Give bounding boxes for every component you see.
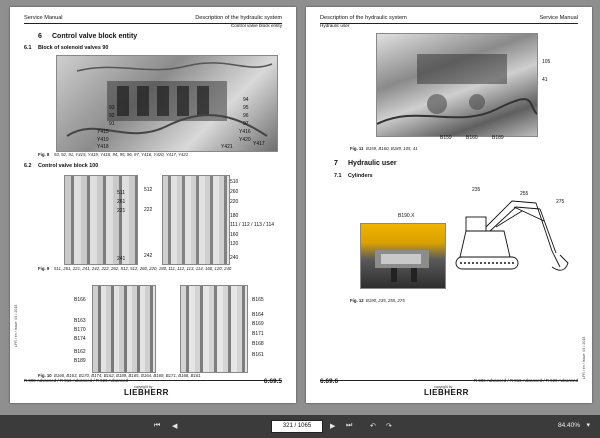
- header-sub: Control valve block entity: [230, 23, 282, 28]
- liebherr-logo: LIEBHERR: [424, 388, 469, 397]
- callout: B165: [252, 297, 264, 303]
- callout: 94: [243, 97, 249, 103]
- callout: Y421: [221, 144, 233, 150]
- callout: B169: [252, 321, 264, 327]
- callout: 111 / 112 / 113 / 114: [230, 222, 275, 228]
- first-page-icon[interactable]: ⏮: [154, 422, 161, 429]
- callout: B189: [492, 135, 504, 141]
- callout: 95: [243, 105, 249, 111]
- footer-models: R 906 Advanced / R 916 Advanced / R 926 Advanced: [474, 378, 578, 383]
- liebherr-logo: LIEBHERR: [124, 388, 169, 397]
- header-left: Service Manual: [24, 15, 63, 21]
- callout: Y417: [253, 141, 265, 147]
- solenoid-valve-photo: [56, 55, 278, 152]
- callout: 92: [109, 113, 115, 119]
- callout: B162: [74, 349, 86, 355]
- callout: B170: [74, 327, 86, 333]
- callout: 512: [144, 187, 153, 193]
- copyright: copyright by: [434, 385, 453, 389]
- callout: B168: [252, 341, 264, 347]
- callout: 260: [230, 189, 239, 195]
- callout: B174: [74, 336, 86, 342]
- footer-models: R 906 Advanced / R 916 Advanced / R 926 Advanced: [24, 378, 128, 383]
- callout: 221: [117, 208, 126, 214]
- subsection-heading: 7.1 Cylinders: [334, 173, 373, 179]
- zoom-dropdown-icon[interactable]: ▾: [586, 422, 590, 429]
- figure-caption: Fig. 12 B190, 235, 255, 275: [350, 298, 405, 303]
- callout: Y419: [97, 137, 109, 143]
- callout: 91: [109, 121, 115, 127]
- header-rule: [24, 23, 282, 24]
- callout: B159: [440, 135, 452, 141]
- callout: B161: [252, 352, 264, 358]
- copyright: copyright by: [134, 385, 153, 389]
- callout: B166: [74, 297, 86, 303]
- side-text: LFR / en / Issue: 03 / 2018: [582, 336, 586, 379]
- callout: 242: [144, 253, 153, 259]
- page-number-input[interactable]: 321 / 1065: [271, 420, 323, 433]
- callout: Y418: [97, 144, 109, 150]
- page-footer: [24, 378, 282, 396]
- page-number: 6.69.6: [320, 378, 339, 385]
- callout: B163: [74, 318, 86, 324]
- callout: 93: [109, 105, 115, 111]
- header-rule: [320, 23, 578, 24]
- excavator-drawing: [452, 191, 572, 291]
- cylinder-sensor-photo: [360, 223, 446, 289]
- viewer-toolbar: [0, 415, 600, 438]
- figure-caption: Fig. 10 B166, B163, B170, B174, B162, B189, B165, B164, B169, B171, B168, B161: [38, 373, 201, 378]
- control-valve-photo-a: [64, 175, 138, 265]
- callout: 160: [230, 232, 239, 238]
- callout: Y420: [239, 137, 251, 143]
- callout: 180: [230, 213, 239, 219]
- callout: 222: [144, 207, 153, 213]
- figure-caption: Fig. 9 511, 261, 221, 241, 242, 222, 262, 512, 512, 260, 220, 180, 111, 112, 113, 114, 160, 120, 240: [38, 266, 232, 271]
- redo-icon[interactable]: ↷: [386, 423, 392, 430]
- section-heading: 6 Control valve block entity: [38, 33, 138, 40]
- subsection-heading: 6.2 Control valve block 100: [24, 163, 99, 169]
- callout: B171: [252, 331, 264, 337]
- callout: B164: [252, 312, 264, 318]
- control-valve-photo-b: [162, 175, 230, 265]
- callout: 41: [542, 77, 548, 83]
- side-text: LFR / en / Issue: 03 / 2018: [14, 304, 18, 347]
- last-page-icon[interactable]: ⏭: [346, 422, 353, 429]
- page-left: [10, 7, 296, 403]
- figure-caption: Fig. 11 B159, B160, B189, 105, 41: [350, 146, 418, 151]
- callout: Y415: [97, 129, 109, 135]
- callout: 235: [472, 187, 481, 193]
- undo-icon[interactable]: ↶: [370, 423, 376, 430]
- zoom-level[interactable]: 84.40%: [557, 422, 580, 429]
- callout: 220: [230, 199, 239, 205]
- callout: B160: [466, 135, 478, 141]
- header-left: Description of the hydraulic system: [320, 15, 407, 21]
- callout: B190.X: [398, 213, 415, 219]
- page-number: 6.69.5: [263, 378, 282, 385]
- callout: 510: [230, 179, 239, 185]
- callout: 511: [117, 190, 125, 196]
- sensor-photo-a: [92, 285, 156, 373]
- callout: 255: [520, 191, 529, 197]
- next-page-icon[interactable]: ▶: [330, 423, 336, 430]
- callout: 241: [117, 256, 126, 262]
- header-right: Service Manual: [539, 15, 578, 21]
- header-right: Description of the hydraulic system: [195, 15, 282, 21]
- prev-page-icon[interactable]: ◀: [172, 423, 178, 430]
- page-right: [306, 7, 592, 403]
- hydraulic-pump-photo: [376, 33, 538, 137]
- callout: 105: [542, 59, 551, 65]
- callout: 120: [230, 241, 239, 247]
- sensor-photo-b: [180, 285, 248, 373]
- header-sub: Hydraulic user: [320, 23, 350, 28]
- callout: 275: [556, 199, 565, 205]
- callout: 97: [243, 121, 249, 127]
- figure-caption: Fig. 8 93, 92, 91, Y415, Y419, Y418, 94, 95, 96, 97, Y416, Y420, Y417, Y421: [38, 152, 189, 157]
- callout: 261: [117, 199, 126, 205]
- subsection-heading: 6.1 Block of solenoid valves 90: [24, 45, 109, 51]
- callout: 240: [230, 255, 239, 261]
- section-heading: 7 Hydraulic user: [334, 160, 397, 167]
- callout: 96: [243, 113, 249, 119]
- page-footer: [320, 378, 578, 396]
- callout: B189: [74, 358, 86, 364]
- callout: Y416: [239, 129, 251, 135]
